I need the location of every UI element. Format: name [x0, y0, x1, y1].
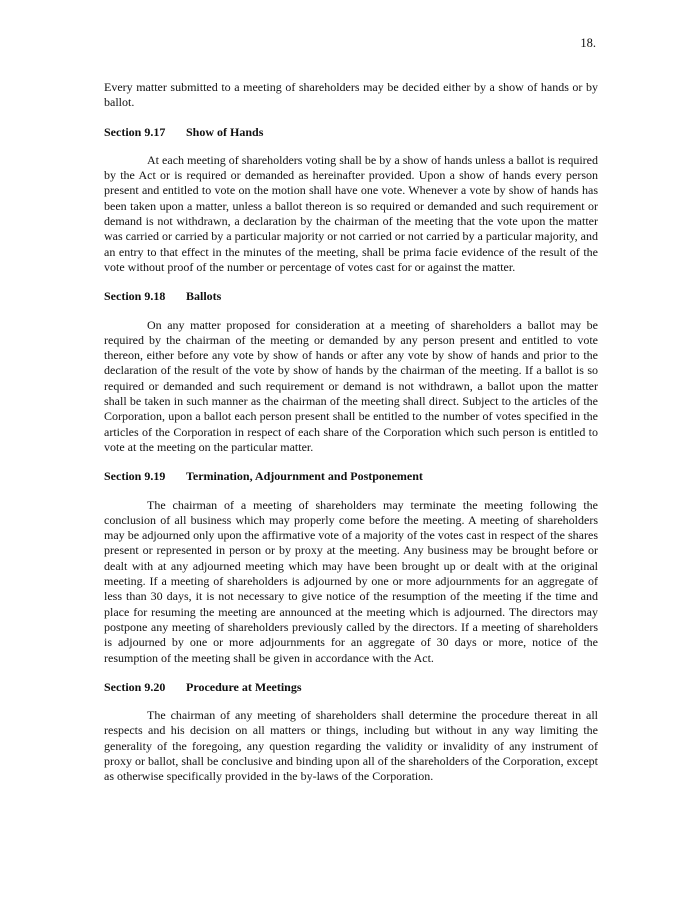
section-9-20-body: The chairman of any meeting of shareholders shall determine the procedure thereat in all respects and his decision on all matters or things, including but without in any way limiting the generality of the foregoing, any question regarding the validity or invalidity of any instrument of proxy or ballot, shall be conclusive and binding upon all of the shareholders of the Corporation, except as otherwise specifically provided in the by-laws of the Corporation.: [104, 708, 598, 784]
section-title: Termination, Adjournment and Postponement: [186, 469, 423, 484]
section-number: Section 9.20: [104, 679, 166, 694]
section-number: Section 9.19: [104, 469, 166, 484]
section-9-17-body: At each meeting of shareholders voting shall be by a show of hands unless a ballot is required by the Act or is required or demanded as hereinafter provided. Upon a show of hands every person present and entitled to vote on the motion shall have one vote. Whenever a vote by show of hands has been taken upon a matter, unless a ballot thereon is so required or demanded and such requirement or demand is not withdrawn, a declaration by the chairman of the meeting that the vote upon the matter was carried or carried by a particular majority or not carried or not carried by a particular majority, and an entry to that effect in the minutes of the meeting, shall be prima facie evidence of the result of the vote without proof of the number or percentage of votes cast for or against the matter.: [104, 152, 598, 274]
intro-paragraph: Every matter submitted to a meeting of shareholders may be decided either by a show of hands or by ballot.: [104, 80, 598, 110]
section-title: Ballots: [186, 289, 222, 304]
section-title: Show of Hands: [186, 124, 264, 139]
section-9-19-heading: [104, 469, 598, 484]
section-9-18-body: On any matter proposed for consideration at a meeting of shareholders a ballot may be required by the chairman of the meeting or demanded by any person present and entitled to vote thereon, either before any vote by show of hands or after any vote by show of hands and prior to the declaration of the result of the vote by show of hands by the chairman of the meeting. If a ballot is so required or demanded and such requirement or demand is not withdrawn, a ballot upon the matter shall be taken in such manner as the chairman of the meeting shall direct. Subject to the articles of the Corporation, upon a ballot each person present shall be entitled to the number of votes specified in the articles of the Corporation in respect of each share of the Corporation which such person is entitled to vote at the meeting on the particular matter.: [104, 317, 598, 454]
section-9-17-heading: [104, 125, 598, 140]
section-9-19-body: The chairman of a meeting of shareholders may terminate the meeting following the conclusion of all business which may properly come before the meeting. A meeting of shareholders may be adjourned only upon the affirmative vote of a majority of the votes cast in respect of the shares present or represented in person or by proxy at the meeting. Any business may be brought before or dealt with at any adjourned meeting which may have been brought up or dealt with at the original meeting. If a meeting of shareholders is adjourned by one or more adjournments for an aggregate of less than 30 days, it is not necessary to give notice of the resumption of the meeting if the time and place for resuming the meeting are announced at the meeting which is adjourned. The directors may postpone any meeting of shareholders previously called by the directors. If a meeting of shareholders is adjourned by one or more adjournments for an aggregate of 30 days or more, notice of the resumption of the meeting shall be given in accordance with the Act.: [104, 497, 598, 665]
page-number: 18.: [580, 36, 596, 50]
section-title: Procedure at Meetings: [186, 679, 302, 694]
document-body: [104, 80, 598, 785]
section-9-18-heading: [104, 289, 598, 304]
section-number: Section 9.17: [104, 124, 166, 139]
section-number: Section 9.18: [104, 289, 166, 304]
section-9-20-heading: [104, 680, 598, 695]
